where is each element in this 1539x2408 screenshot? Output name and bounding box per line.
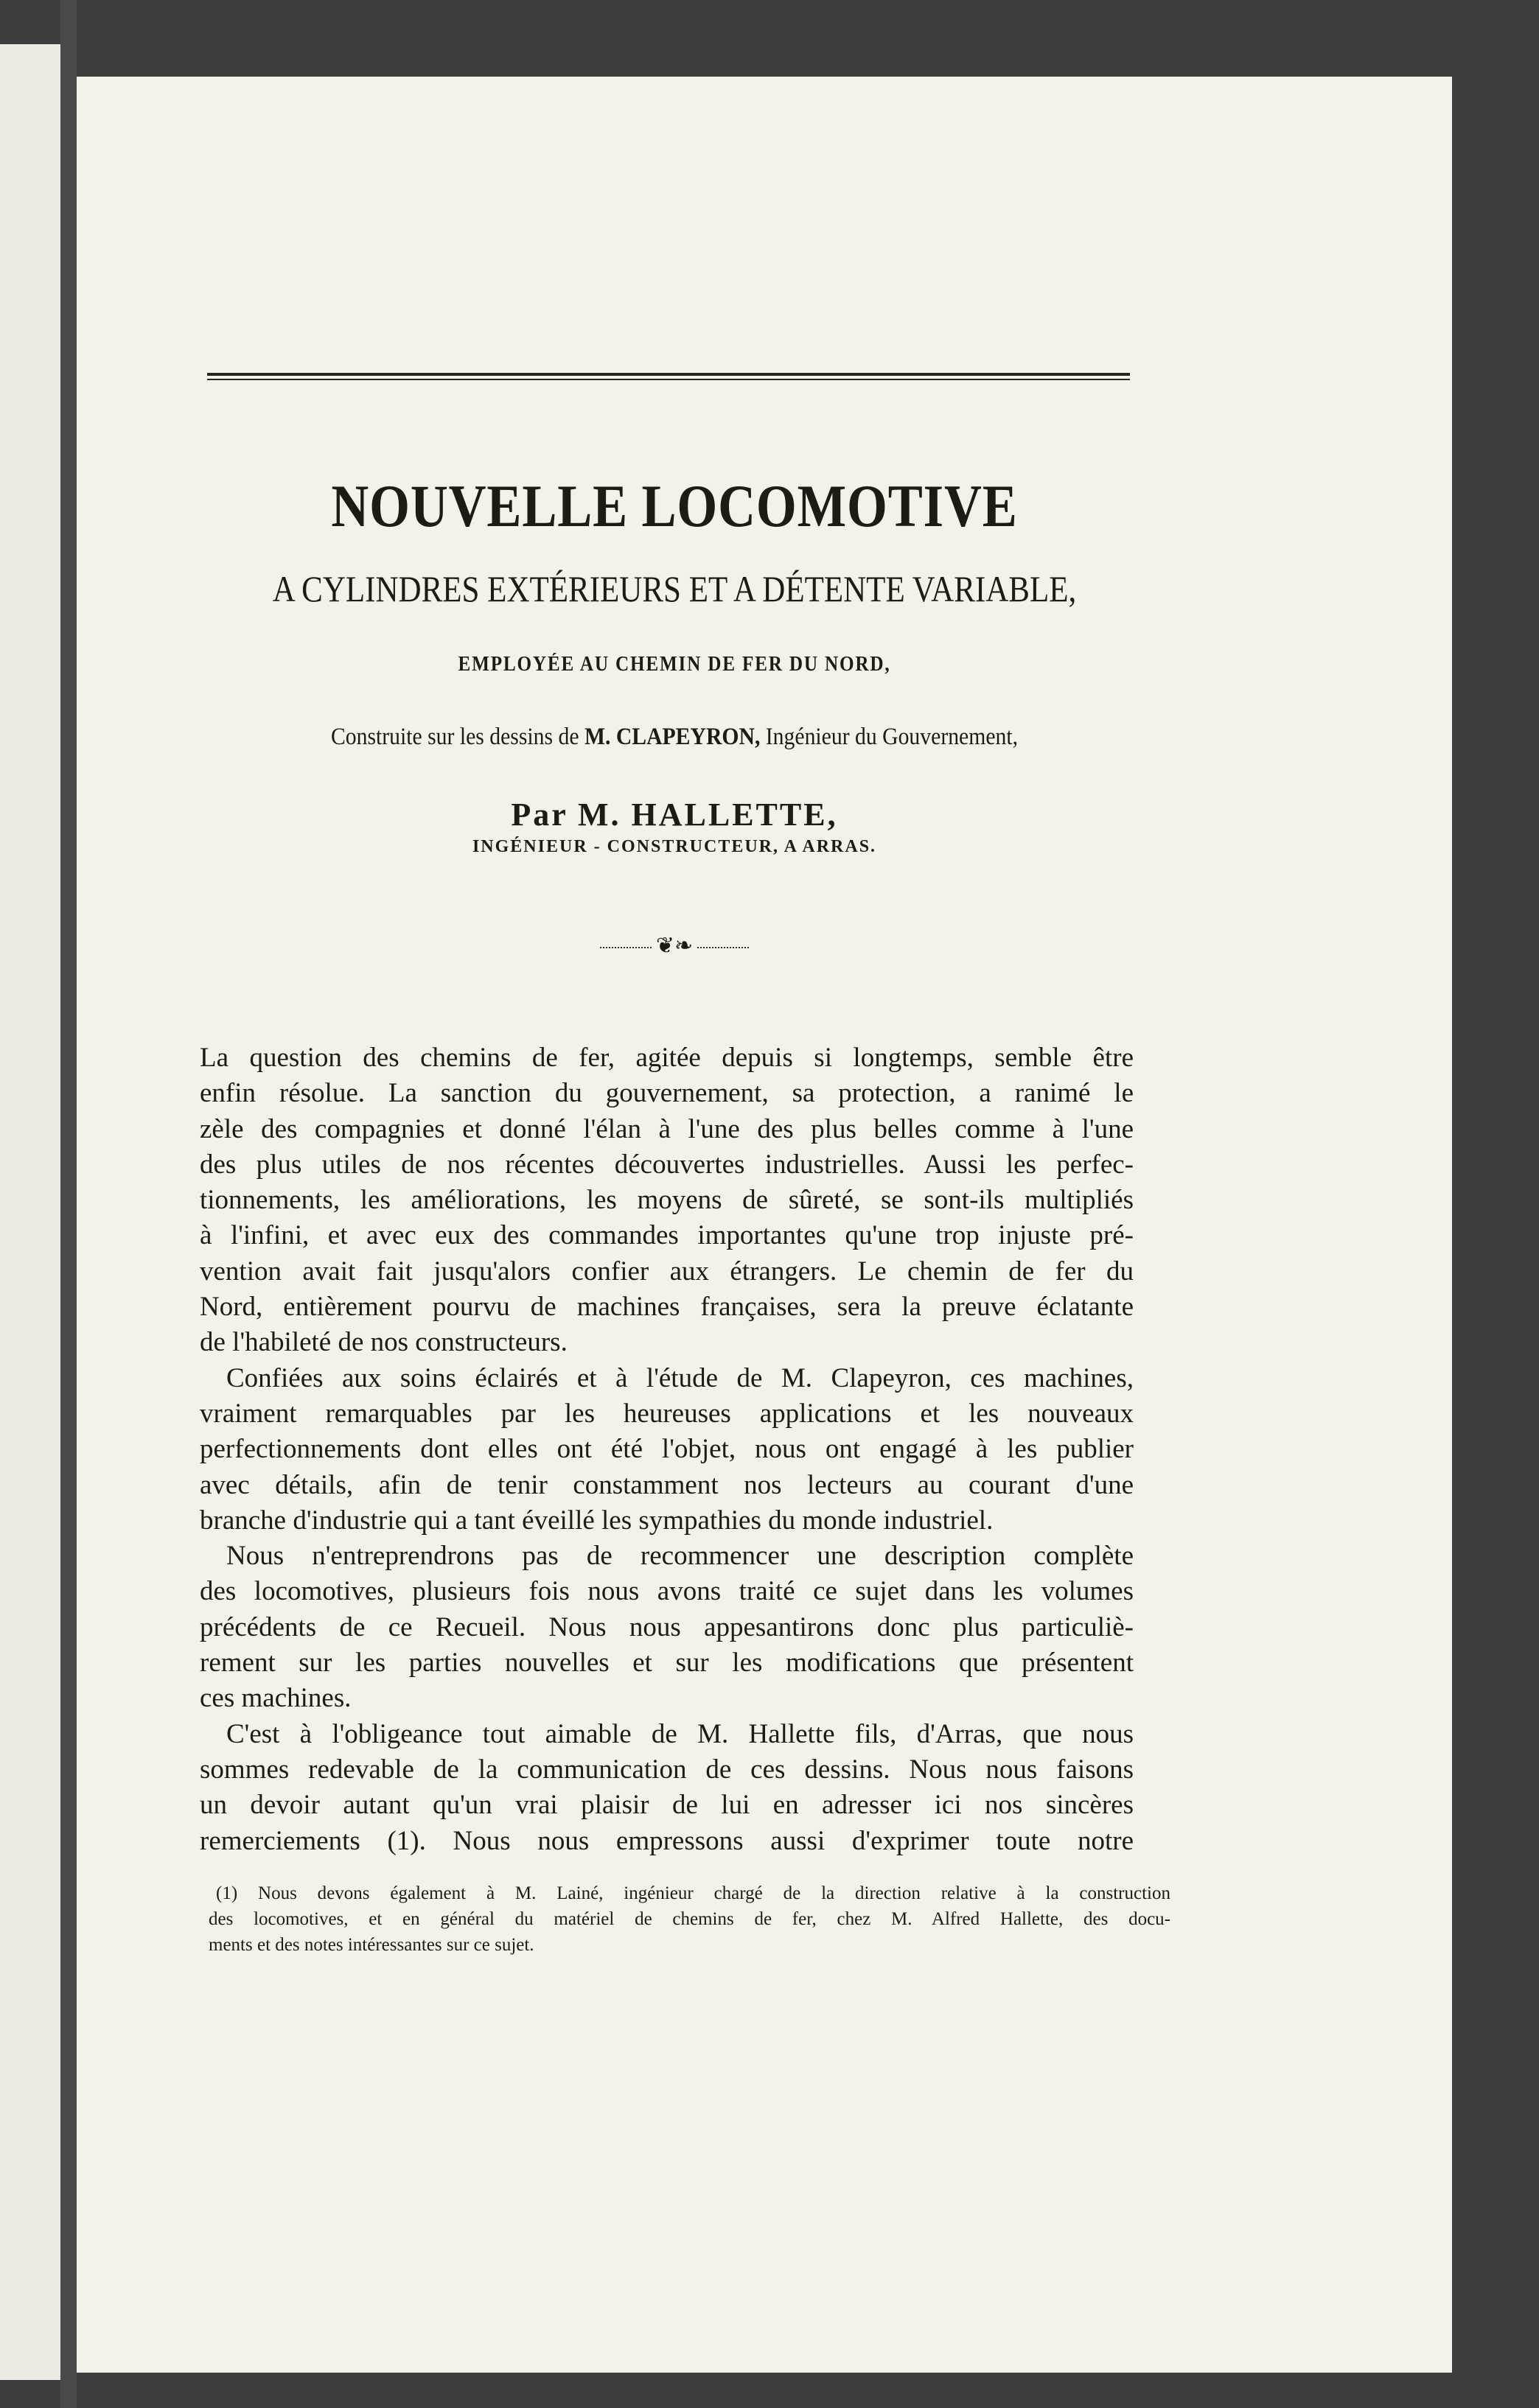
- author-role: INGÉNIEUR - CONSTRUCTEUR, A ARRAS.: [472, 837, 877, 856]
- body-text-line: vention avait fait jusqu'alors confier aux étrangers. Le chemin de fer du: [200, 1256, 1134, 1287]
- article-title: NOUVELLE LOCOMOTIVE: [331, 472, 1018, 539]
- article-usage-line: EMPLOYÉE AU CHEMIN DE FER DU NORD,: [458, 653, 891, 676]
- body-text-line: des locomotives, plusieurs fois nous avons traité ce sujet dans les volumes: [200, 1576, 1134, 1607]
- body-text-line: un devoir autant qu'un vrai plaisir de lui en adresser ici nos sincères: [200, 1790, 1134, 1821]
- designer-suffix: Ingénieur du Gouvernement,: [760, 724, 1019, 750]
- footnote-line: des locomotives, et en général du matériel de chemins de fer, chez M. Alfred Hallette, des docu-: [209, 1909, 1170, 1929]
- footnote: [209, 1880, 1170, 1958]
- body-text-line: C'est à l'obligeance tout aimable de M. Hallette fils, d'Arras, que nous: [226, 1718, 1134, 1749]
- footnote-line: ments et des notes intéressantes sur ce sujet.: [209, 1935, 534, 1955]
- body-text-line: avec détails, afin de tenir constamment nos lecteurs au courant d'une: [200, 1469, 1134, 1500]
- body-text-line: Confiées aux soins éclairés et à l'étude de M. Clapeyron, ces machines,: [226, 1362, 1134, 1393]
- body-text-line: zèle des compagnies et donné l'élan à l'une des plus belles comme à l'une: [200, 1113, 1134, 1144]
- body-text-line: perfectionnements dont elles ont été l'objet, nous ont engagé à les publier: [200, 1434, 1134, 1465]
- body-text-line: La question des chemins de fer, agitée depuis si longtemps, semble être: [200, 1043, 1134, 1073]
- body-text-line: ces machines.: [200, 1683, 352, 1714]
- header-rule-thin: [207, 379, 1130, 380]
- body-text-line: précédents de ce Recueil. Nous nous appesantirons donc plus particuliè-: [200, 1611, 1134, 1642]
- designer-prefix: Construite sur les dessins de: [330, 724, 584, 750]
- body-text-line: des plus utiles de nos récentes découvertes industrielles. Aussi les perfec-: [200, 1149, 1134, 1180]
- body-text-line: de l'habileté de nos constructeurs.: [200, 1327, 568, 1358]
- article-subtitle: A CYLINDRES EXTÉRIEURS ET A DÉTENTE VARIABLE,: [272, 568, 1077, 609]
- ornament-divider: [199, 933, 1150, 959]
- body-text-line: Nous n'entreprendrons pas de recommencer une description complète: [226, 1541, 1134, 1572]
- body-text-line: enfin résolue. La sanction du gouvernement, sa protection, a ranimé le: [200, 1078, 1134, 1109]
- header-rule-thick: [207, 373, 1130, 376]
- designer-line: [247, 724, 1103, 751]
- body-text-line: remerciements (1). Nous nous empressons aussi d'exprimer toute notre: [200, 1825, 1134, 1856]
- body-text-line: rement sur les parties nouvelles et sur les modifications que présentent: [200, 1648, 1134, 1679]
- designer-name: M. CLAPEYRON,: [584, 724, 761, 750]
- body-text-line: sommes redevable de la communication de ces dessins. Nous nous faisons: [200, 1754, 1134, 1785]
- book-gutter: [60, 0, 77, 2408]
- body-text-line: vraiment remarquables par les heureuses applications et les nouveaux: [200, 1398, 1134, 1429]
- author-line: Par M. HALLETTE,: [511, 797, 838, 833]
- facing-page-edge: [0, 44, 60, 2380]
- body-text-line: Nord, entièrement pourvu de machines françaises, sera la preuve éclatante: [200, 1292, 1134, 1323]
- body-text-line: tionnements, les améliorations, les moyens de sûreté, se sont-ils multipliés: [200, 1185, 1134, 1216]
- footnote-line: (1) Nous devons également à M. Lainé, ingénieur chargé de la direction relative à la construction: [216, 1883, 1170, 1903]
- body-text-line: à l'infini, et avec eux des commandes importantes qu'une trop injuste pré-: [200, 1220, 1134, 1251]
- body-text-line: branche d'industrie qui a tant éveillé les sympathies du monde industriel.: [200, 1505, 994, 1536]
- fleuron-icon: ❦❧: [655, 934, 694, 958]
- article-body: [200, 1040, 1134, 1859]
